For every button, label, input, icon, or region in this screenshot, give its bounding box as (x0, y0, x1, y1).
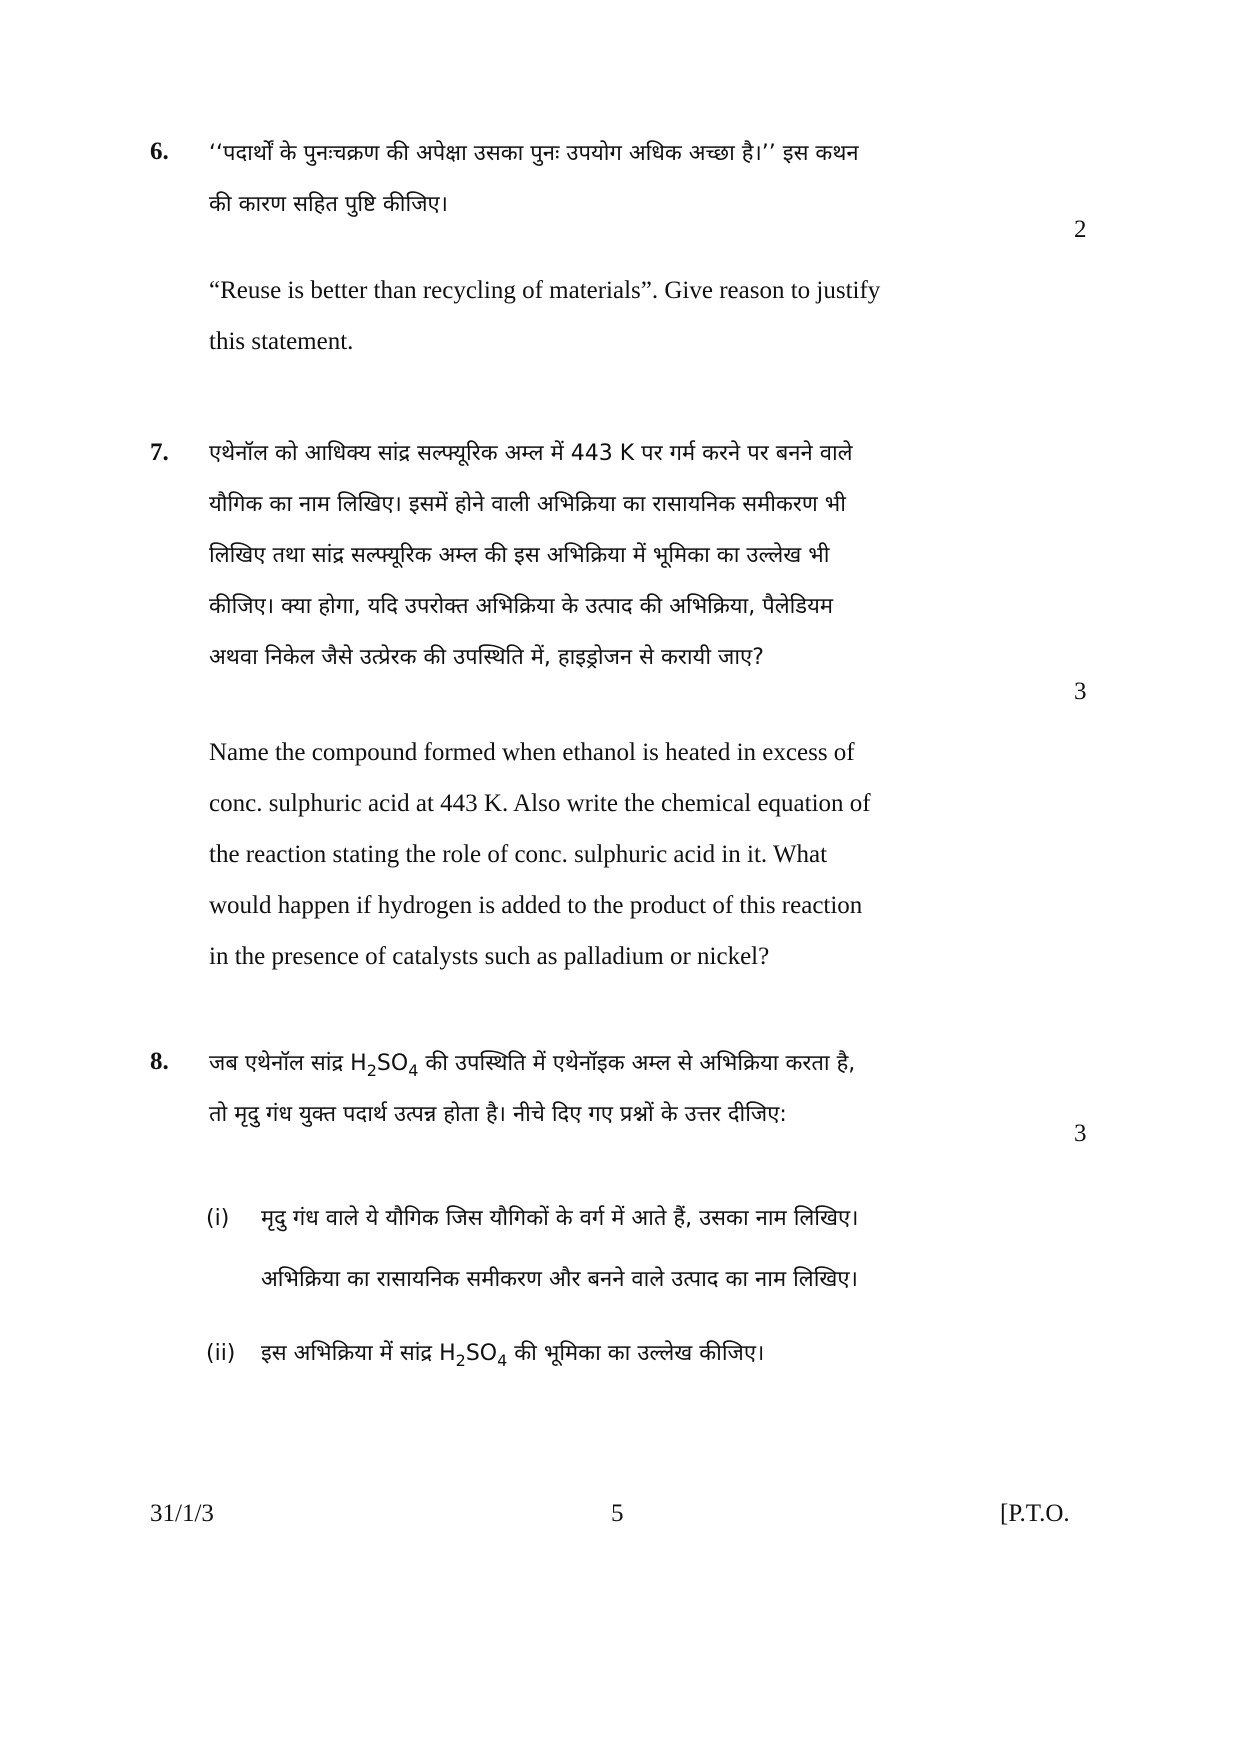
subpart-label: (ii) (206, 1341, 236, 1366)
pto-label: [P.T.O. (1000, 1500, 1070, 1527)
formula-text: SO (465, 1341, 498, 1366)
subpart-i (206, 1188, 859, 1310)
hindi-line: तो मृदु गंध युक्त पदार्थ उत्पन्न होता है। नीचे दिए गए प्रश्नों के उत्तर दीजिए: (209, 1102, 787, 1127)
page-number: 5 (611, 1500, 624, 1527)
hindi-line: एथेनॉल को आधिक्य सांद्र सल्फ्यूरिक अम्ल में 443 K पर गर्म करने पर बनने वाले (209, 441, 853, 466)
question-6-marks: 2 (1074, 216, 1087, 243)
question-6-english (209, 265, 1009, 367)
question-8-marks: 3 (1074, 1120, 1087, 1147)
formula-subscript: 4 (497, 1351, 508, 1370)
hindi-line: की कारण सहित पुष्टि कीजिए। (209, 192, 449, 217)
subpart-text: मृदु गंध वाले ये यौगिक जिस यौगिकों के वर्ग में आते हैं, उसका नाम लिखिए। (261, 1206, 859, 1231)
question-8-number: 8. (150, 1048, 169, 1075)
formula-subscript: 4 (408, 1061, 419, 1080)
hindi-line: ‘‘पदार्थों के पुनःचक्रण की अपेक्षा उसका पुनः उपयोग अधिक अच्छा है।’’ इस कथन (209, 141, 859, 166)
question-6-hindi (209, 128, 1009, 230)
question-7-english (209, 727, 1009, 982)
english-line: this statement. (209, 328, 354, 355)
subpart-label: (i) (206, 1206, 230, 1231)
formula-subscript: 2 (455, 1351, 466, 1370)
subpart-text: इस अभिक्रिया में सांद्र H (261, 1341, 456, 1366)
paper-code: 31/1/3 (150, 1500, 214, 1527)
subpart-text: की भूमिका का उल्लेख कीजिए। (507, 1341, 765, 1366)
question-7-number: 7. (150, 439, 169, 466)
formula-text: SO (376, 1051, 409, 1076)
hindi-line: यौगिक का नाम लिखिए। इसमें होने वाली अभिक्रिया का रासायनिक समीकरण भी (209, 492, 846, 517)
english-line: in the presence of catalysts such as palladium or nickel? (209, 943, 770, 970)
question-7-hindi (209, 428, 1009, 683)
hindi-text: की उपस्थिति में एथेनॉइक अम्ल से अभिक्रिया करता है, (418, 1051, 856, 1076)
english-line: conc. sulphuric acid at 443 K. Also write the chemical equation of (209, 790, 871, 817)
english-line: “Reuse is better than recycling of materials”. Give reason to justify (209, 277, 881, 304)
english-line: Name the compound formed when ethanol is heated in excess of (209, 739, 855, 766)
hindi-line-with-formula (209, 1038, 1009, 1089)
question-8-hindi (209, 1038, 1009, 1140)
subpart-ii (206, 1323, 764, 1384)
question-6-number: 6. (150, 138, 169, 165)
formula-subscript: 2 (366, 1061, 377, 1080)
subpart-text: अभिक्रिया का रासायनिक समीकरण और बनने वाले उत्पाद का नाम लिखिए। (261, 1267, 858, 1292)
hindi-line: कीजिए। क्या होगा, यदि उपरोक्त अभिक्रिया के उत्पाद की अभिक्रिया, पैलेडियम (209, 594, 833, 619)
hindi-line: अथवा निकेल जैसे उत्प्रेरक की उपस्थिति में, हाइड्रोजन से करायी जाए? (209, 645, 764, 670)
hindi-line: लिखिए तथा सांद्र सल्फ्यूरिक अम्ल की इस अभिक्रिया में भूमिका का उल्लेख भी (209, 543, 830, 568)
hindi-text: जब एथेनॉल सांद्र H (209, 1051, 367, 1076)
english-line: would happen if hydrogen is added to the product of this reaction (209, 892, 863, 919)
english-line: the reaction stating the role of conc. sulphuric acid in it. What (209, 841, 828, 868)
question-7-marks: 3 (1074, 678, 1087, 705)
